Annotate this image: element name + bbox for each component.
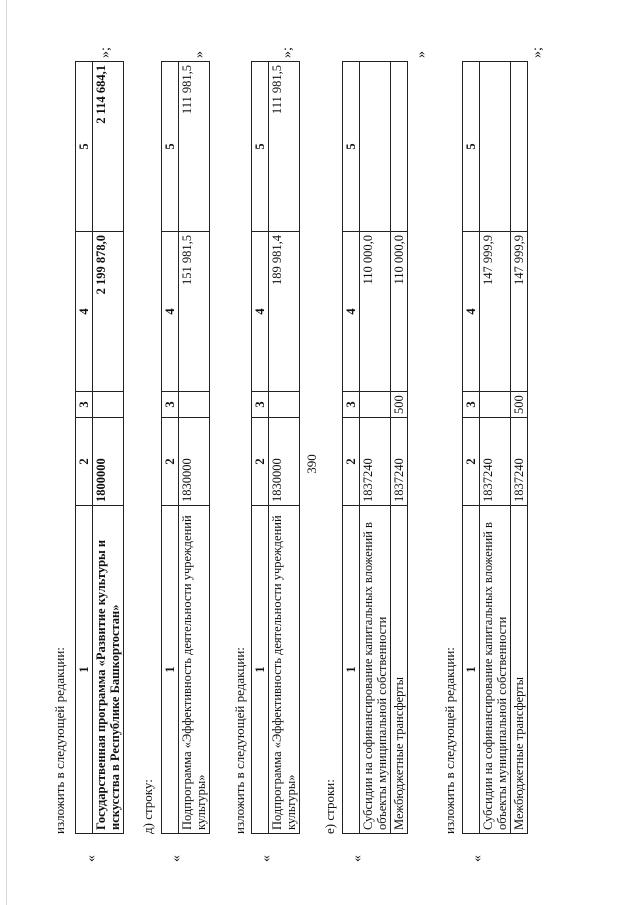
open-quote: « <box>350 855 365 862</box>
table-subprogram-new <box>251 61 300 834</box>
row-sum-4: 147 999,9 <box>511 232 528 392</box>
row-vr <box>179 392 210 418</box>
header-cell: 4 <box>252 232 269 392</box>
close-quote: » <box>414 51 429 58</box>
section-label-new-2: изложить в следующей редакции: <box>442 647 457 834</box>
row-code: 1837240 <box>360 418 391 506</box>
table-row <box>179 62 210 834</box>
header-cell: 4 <box>343 232 360 392</box>
row-sum-4: 110 000,0 <box>360 232 391 392</box>
table-program <box>75 61 124 834</box>
row-name: Субсидии на софинансирование капитальных вложений в объекты муниципальной собственности <box>360 506 391 834</box>
table-header-row <box>463 62 480 834</box>
header-cell: 5 <box>463 62 480 232</box>
close-quote: » <box>192 51 207 58</box>
row-name: Межбюджетные трансферты <box>391 506 408 834</box>
row-vr <box>480 392 511 418</box>
header-cell: 1 <box>162 506 179 834</box>
header-cell: 5 <box>252 62 269 232</box>
table-row <box>93 62 124 834</box>
header-cell: 4 <box>76 232 93 392</box>
header-cell: 5 <box>343 62 360 232</box>
header-cell: 2 <box>252 418 269 506</box>
row-sum-4: 2 199 878,0 <box>93 232 124 392</box>
table-header-row <box>252 62 269 834</box>
header-cell: 2 <box>343 418 360 506</box>
header-cell: 2 <box>162 418 179 506</box>
section-label-e: е) строки: <box>322 779 337 834</box>
row-code: 1830000 <box>179 418 210 506</box>
header-cell: 1 <box>463 506 480 834</box>
close-quote: »; <box>98 47 113 58</box>
row-sum-5: 111 981,5 <box>269 62 300 232</box>
header-cell: 5 <box>76 62 93 232</box>
table-header-row <box>76 62 93 834</box>
row-sum-5: 111 981,5 <box>179 62 210 232</box>
table-subsidies-old <box>342 61 408 834</box>
row-sum-4: 147 999,9 <box>480 232 511 392</box>
header-cell: 5 <box>162 62 179 232</box>
row-sum-5: 2 114 684,1 <box>93 62 124 232</box>
header-cell: 3 <box>463 392 480 418</box>
header-cell: 1 <box>343 506 360 834</box>
header-cell: 1 <box>76 506 93 834</box>
row-sum-5 <box>511 62 528 232</box>
open-quote: « <box>470 855 485 862</box>
close-quote: »; <box>530 47 545 58</box>
header-cell: 3 <box>343 392 360 418</box>
table-subprogram-old <box>161 61 210 834</box>
row-sum-4: 151 981,5 <box>179 232 210 392</box>
row-sum-5 <box>480 62 511 232</box>
open-quote: « <box>169 855 184 862</box>
row-sum-5 <box>360 62 391 232</box>
open-quote: « <box>84 855 99 862</box>
row-name: Подпрограмма «Эффективность деятельности учреждений культуры» <box>179 506 210 834</box>
row-sum-5 <box>391 62 408 232</box>
table-row <box>391 62 408 834</box>
table-header-row <box>343 62 360 834</box>
intro-text: изложить в следующей редакции: <box>52 647 67 834</box>
row-vr: 500 <box>391 392 408 418</box>
open-quote: « <box>259 855 274 862</box>
section-label-d: д) строку: <box>140 779 155 834</box>
row-vr <box>269 392 300 418</box>
row-name: Подпрограмма «Эффективность деятельности учреждений культуры» <box>269 506 300 834</box>
header-cell: 2 <box>463 418 480 506</box>
row-code: 1830000 <box>269 418 300 506</box>
header-cell: 4 <box>162 232 179 392</box>
table-subsidies-new <box>462 61 528 834</box>
header-cell: 3 <box>252 392 269 418</box>
row-sum-4: 189 981,4 <box>269 232 300 392</box>
row-vr: 500 <box>511 392 528 418</box>
row-sum-4: 110 000,0 <box>391 232 408 392</box>
section-label-new-1: изложить в следующей редакции: <box>232 647 247 834</box>
table-row <box>269 62 300 834</box>
row-code: 1800000 <box>93 418 124 506</box>
page-number: 390 <box>303 454 319 474</box>
header-cell: 2 <box>76 418 93 506</box>
table-row <box>480 62 511 834</box>
header-cell: 3 <box>76 392 93 418</box>
row-vr <box>360 392 391 418</box>
row-code: 1837240 <box>511 418 528 506</box>
header-cell: 1 <box>252 506 269 834</box>
row-vr <box>93 392 124 418</box>
row-name: Межбюджетные трансферты <box>511 506 528 834</box>
row-name: Субсидии на софинансирование капитальных вложений в объекты муниципальной собственности <box>480 506 511 834</box>
row-code: 1837240 <box>391 418 408 506</box>
scan-edge <box>6 0 7 905</box>
close-quote: »; <box>280 47 295 58</box>
table-row <box>360 62 391 834</box>
header-cell: 3 <box>162 392 179 418</box>
row-code: 1837240 <box>480 418 511 506</box>
table-header-row <box>162 62 179 834</box>
table-row <box>511 62 528 834</box>
rotated-content <box>44 32 584 872</box>
header-cell: 4 <box>463 232 480 392</box>
row-name: Государственная программа «Развитие культуры и искусства в Республике Башкортостан» <box>93 506 124 834</box>
